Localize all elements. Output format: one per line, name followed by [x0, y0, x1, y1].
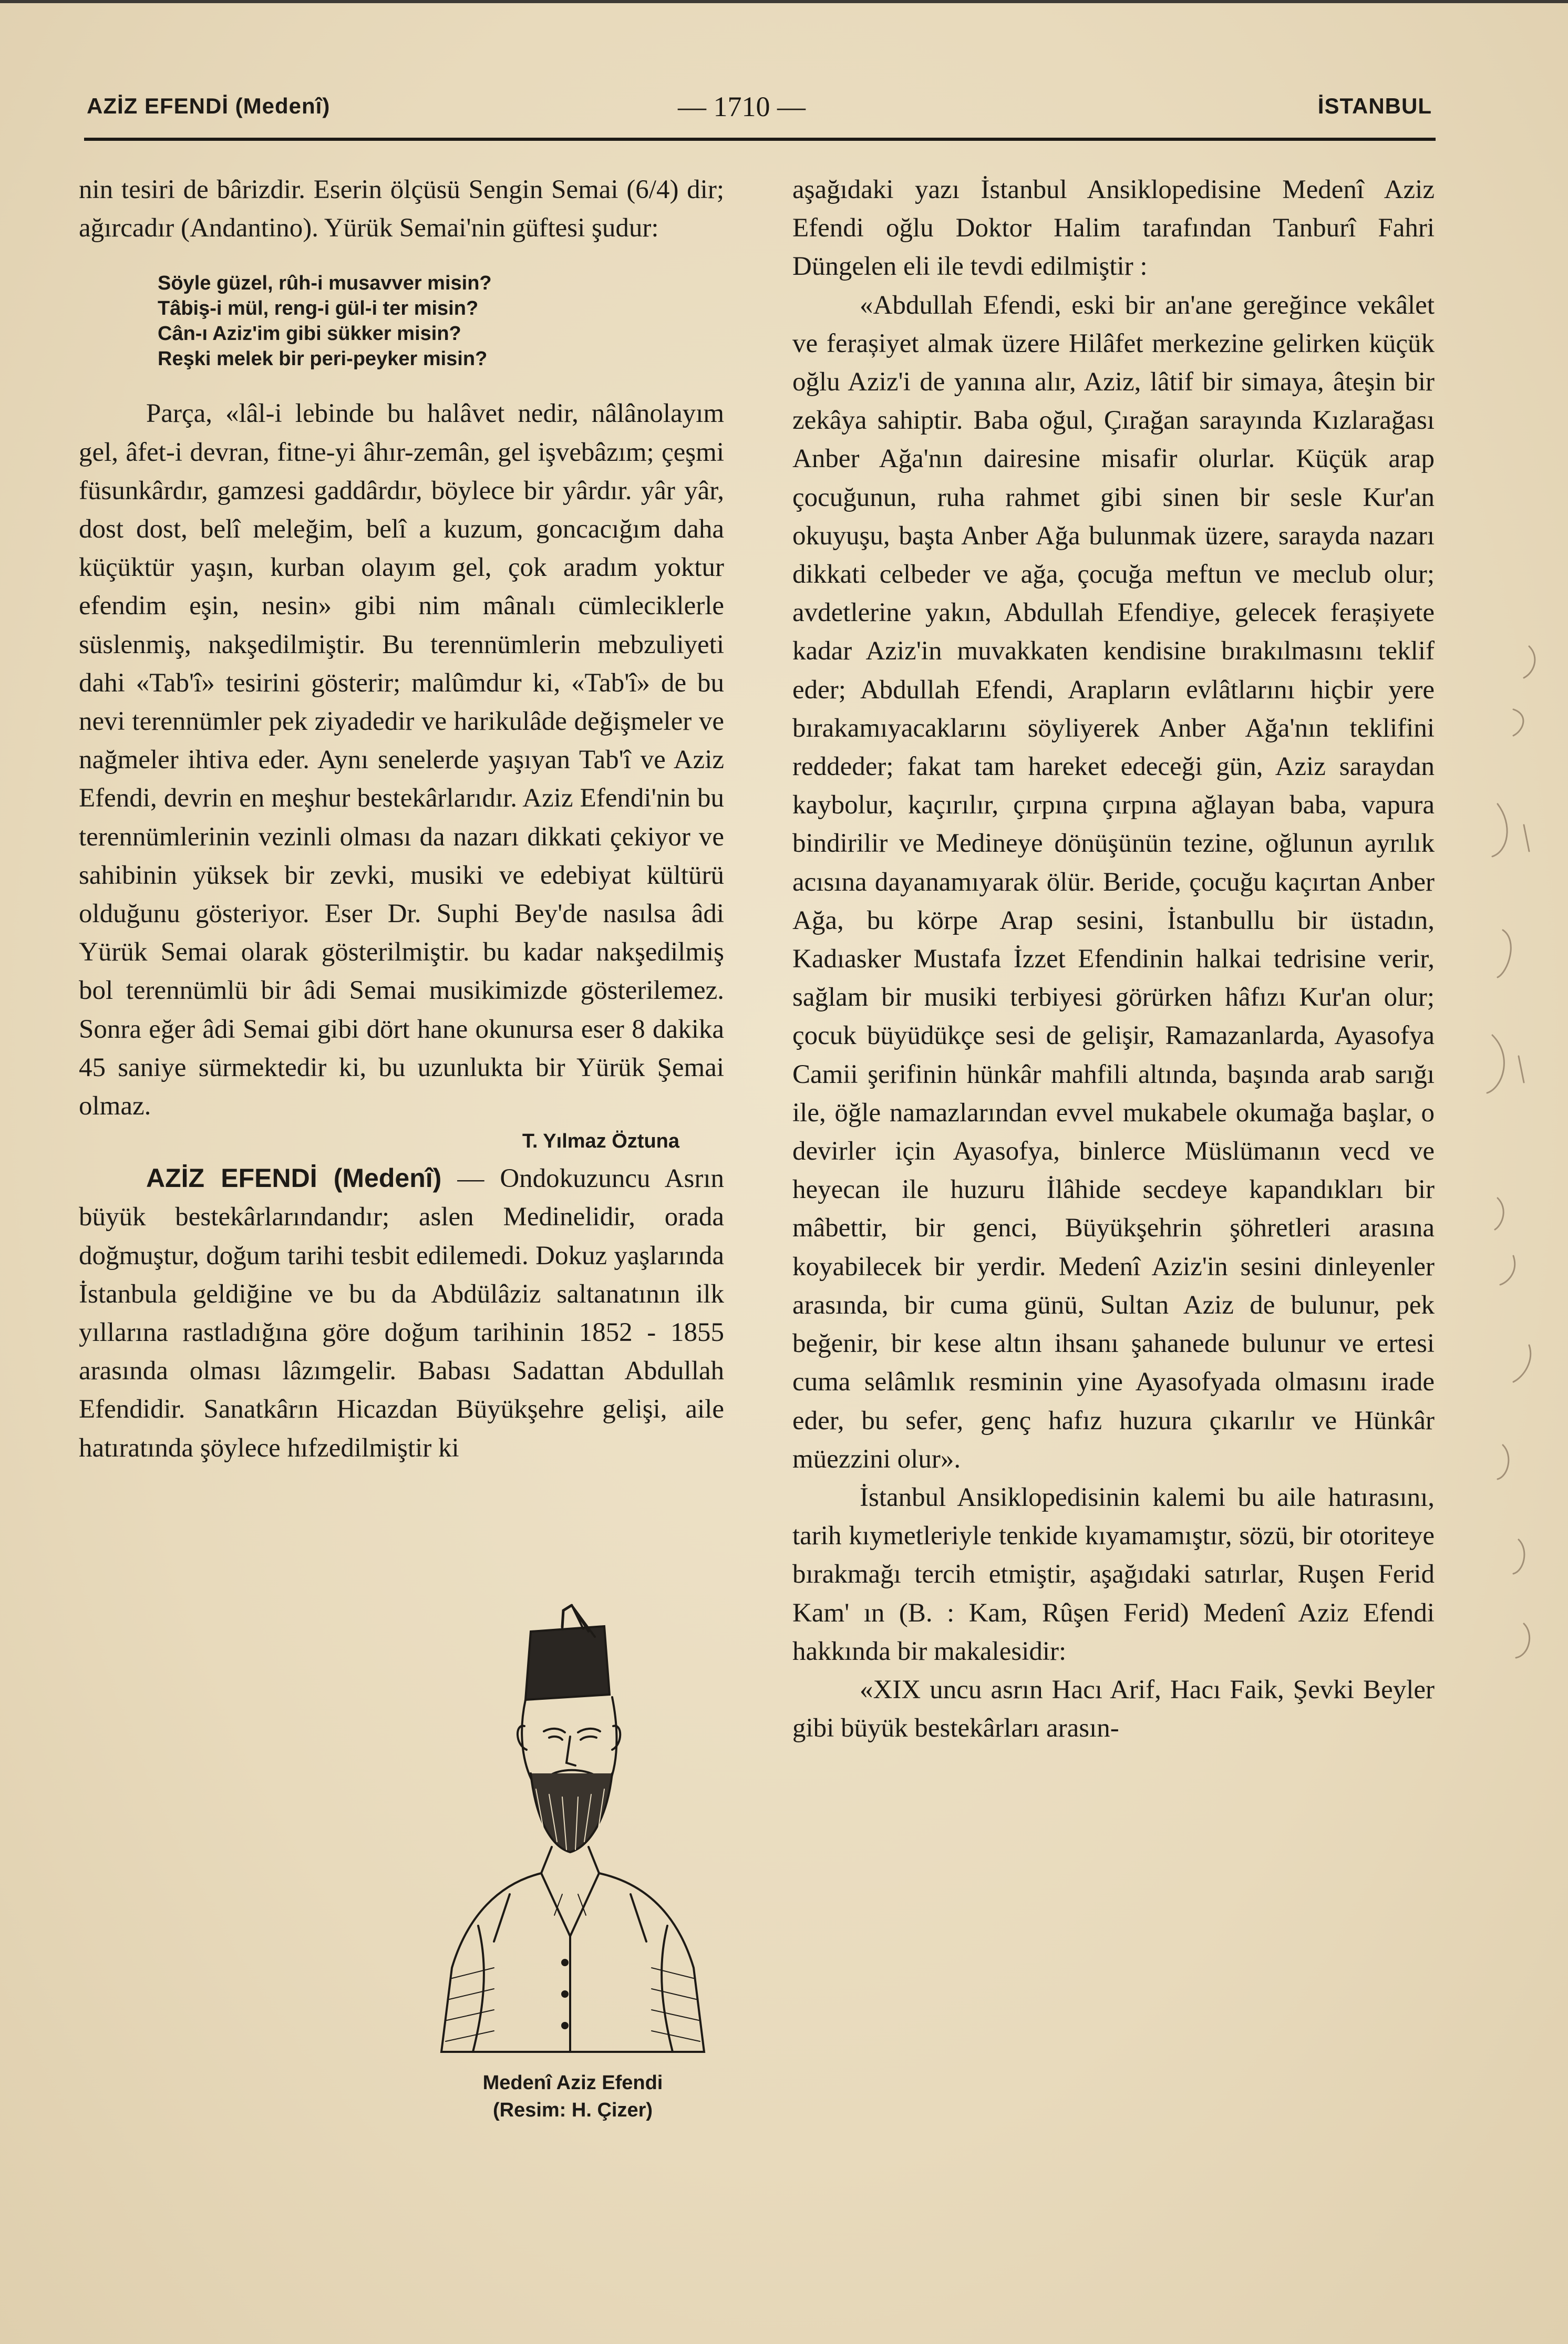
caption-credit: (Resim: H. Çizer) — [492, 2099, 653, 2121]
entry-heading: AZİZ EFENDİ (Medenî) — [146, 1163, 442, 1193]
portrait-figure — [415, 1600, 730, 2167]
right-column — [792, 171, 1435, 1748]
verse-line: Reşki melek bir peri-peyker misin? — [158, 348, 488, 370]
encyclopedia-note-paragraph: İstanbul Ansiklopedisinin kalemi bu aile hatırasını, tarih kıymetleriyle tenkide kıyamamıştır, sözü, bir otoriteye bırakmağı tercih etmiştir, aşağıdaki satırlar, Ruşen Ferid Kam' ın (B. : Kam, Rûşen Ferid) Medenî Aziz Efendi hakkında bir makalesidir: — [792, 1482, 1435, 1666]
entry-paragraph — [79, 1159, 724, 1468]
entry-lead-text: — Ondokuzuncu Asrın büyük bestekârlarındandır; aslen Medinelidir, orada doğmuştur, doğum tarihi tesbit edilemedi. Dokuz yaşlarında İstanbula geldiğine ve bu da Abdülâziz saltanatının ilk yıllarına rastladığına göre doğum tarihinin 1852 - 1855 arasında olması lâzımgelir. Babası Sadattan Abdullah Efendidir. Sanatkârın Hicazdan Büyükşehre gelişi, aile hatıratında şöylece hıfzedilmiştir ki — [79, 1164, 724, 1463]
verse-line: Tâbiş-i mül, reng-i gül-i ter misin? — [158, 297, 479, 320]
lyric-verse — [158, 271, 724, 371]
scan-top-edge — [0, 0, 1568, 3]
kam-quote-paragraph: «XIX uncu asrın Hacı Arif, Hacı Faik, Şevki Beyler gibi büyük bestekârları arasın- — [792, 1675, 1435, 1743]
running-header — [87, 91, 1432, 130]
left-column — [79, 171, 724, 1468]
verse-line: Cân-ı Aziz'im gibi sükker misin? — [158, 323, 461, 345]
page-number: — 1710 — — [678, 91, 806, 122]
author-signature: T. Yılmaz Öztuna — [522, 1130, 679, 1153]
verse-line: Söyle güzel, rûh-i musavver misin? — [158, 272, 492, 295]
family-memoir-paragraph: «Abdullah Efendi, eski bir an'ane gereğince vekâlet ve ferașiyet almak üzere Hilâfet merkezine gelirken küçük oğlu Aziz'i de yanına alır, Aziz, lâtif bir simaya, âteşin bir zekâya sahiptir. Baba oğul, Çırağan sarayında Kızlarağası Anber Ağa'nın dairesine misafir olurlar. Küçük arap çocuğunun, ruha rahmet gibi sinen bir sesle Kur'an okuyuşu, başta Anber Ağa bulunmak üzere, sarayda nazarı dikkati celbeder ve ağa, çocuğa meftun ve meclub olur; avdetlerine yakın, Abdullah Efendiye, gelecek ferașiyete kadar Aziz'in muvakkaten kendisine bırakılmasını teklif eder; Abdullah Efendi, Arapların evlâtlarını hiçbir yere bırakamıyacaklarını söyliyerek Anber Ağa'nın teklifini reddeder; fakat tam hareket edeceği gün, Aziz saraydan kaybolur, kaçırılır, çırpına çırpına ağlayan baba, vapura bindirilir ve Medineye dönüşünün tezine, oğlunun ayrılık acısına dayanamıyarak ölür. Beride, çocuğu kaçırtan Anber Ağa, bu körpe Arap sesini, İstanbullu bir üstadın, Kadıasker Mustafa İzzet Efendinin halkai tedrisine verir, sağlam bir musiki terbiyesi görürken hâfızı Kur'an olur; çocuk büyüdükçe sesi de gelişir, Ramazanlarda, Ayasofya Camii şerifinin hünkâr mahfili altında, başında arab sarığı ile, öğle namazlarından evvel mukabele okumağa başlar, o devirler için Ayasofya, binlerce Müslümanın vecd ve heyecan ile huzuru İlâhide secdeye kapandıkları bir mâbettir, bir genci, Büyükşehrin şöhretleri arasına koyabilecek bir yerdir. Medenî Aziz'in sesini dinleyenler arasında, bir cuma günü, Sultan Aziz de bulunur, pek beğenir, bir kese altın ihsanı şahanede bulunur ve ertesi cuma selâmlık resminin yine Ayasofyada olmasını irade eder, bu sefer, genç hafız huzura çıkarılır ve Hünkâr müezzini olur». — [792, 290, 1435, 1474]
header-city: İSTANBUL — [1317, 94, 1432, 118]
header-rule — [84, 138, 1436, 141]
margin-pencil-marks — [1450, 604, 1566, 1813]
intro-paragraph: nin tesiri de bârizdir. Eserin ölçüsü Sengin Semai (6/4) dir; ağırcadır (Andantino). Yürük Semai'nin güftesi şudur: — [79, 175, 724, 243]
analysis-paragraph: Parça, «lâl-i lebinde bu halâvet nedir, nâlânolayım gel, âfet-i devran, fitne-yi âhır-zemân, gel işvebâzım; çeşmi füsunkârdır, gamzesi gaddârdır, böylece bir yârdır. yâr yâr, dost dost, belî meleğim, belî a kuzum, goncacığım daha küçüktür yaşın, kurban olayım gel, çok aradım yoktur efendim eşin, nesin» gibi nim mânalı cümleciklerle süslenmiş, nakşedilmiştir. Bu terennümlerin mebzuliyeti dahi «Tab'î» tesirini gösterir; malûmdur ki, «Tab'î» de bu nevi terennümler pek ziyadedir ve harikulâde değişmeler ve nağmeler ihtiva eder. Aynı senelerde yaşıyan Tab'î ve Aziz Efendi, devrin en meşhur bestekârlarıdır. Aziz Efendi'nin bu terennümlerinin vezinli olması da nazarı dikkati çekiyor ve sahibinin yüksek bir zevki, musiki ve edebiyat kültürü olduğunu gösteriyor. Eser Dr. Suphi Bey'de nasılsa âdi Yürük Semai olarak gösterilmiştir. bu kadar nakşedilmiş bol terennümlü bir âdi Semai musikimizde gösterilemez. Sonra eğer âdi Semai gibi dört hane okunursa eser 8 dakika 45 saniye sürmektedir ki, bu uzunlukta bir Yürük Şemai olmaz. — [79, 399, 724, 1121]
header-entry-title: AZİZ EFENDİ (Medenî) — [87, 94, 331, 118]
right-intro-paragraph: aşağıdaki yazı İstanbul Ansiklopedisine Medenî Aziz Efendi oğlu Doktor Halim tarafından Tanburî Fahri Düngelen eli ile tevdi edilmiştir : — [792, 175, 1435, 282]
portrait-illustration — [431, 1600, 715, 2062]
portrait-caption — [415, 2069, 730, 2124]
caption-name: Medenî Aziz Efendi — [482, 2072, 663, 2094]
